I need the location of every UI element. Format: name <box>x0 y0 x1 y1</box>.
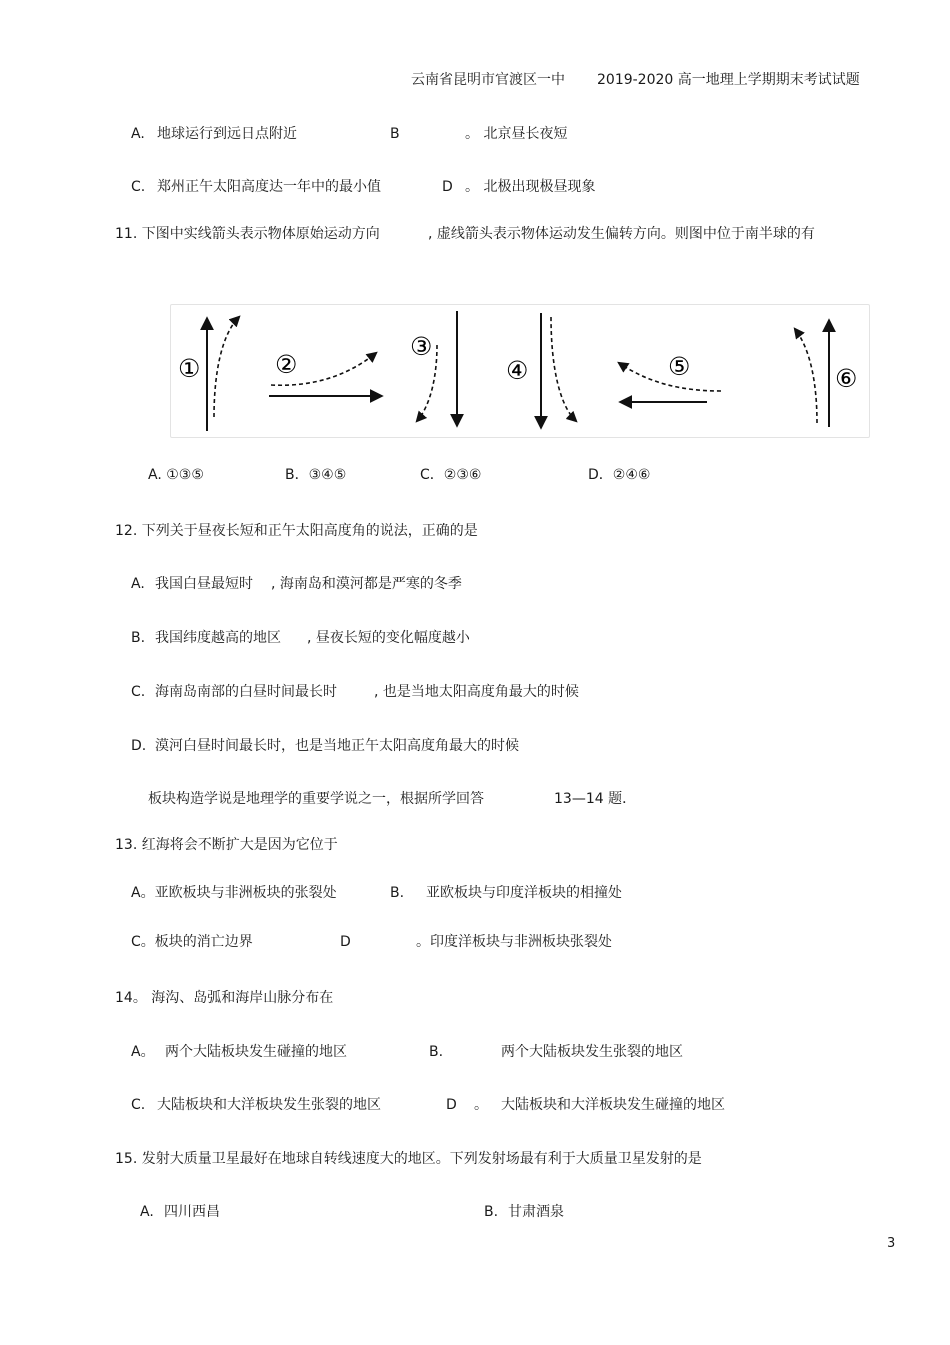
q14-option-c-key: C. <box>131 1097 146 1113</box>
header-title: 云南省昆明市官渡区一中 <box>411 72 565 88</box>
q12-stem: 12. 下列关于昼夜长短和正午太阳高度角的说法，正确的是 <box>115 523 478 539</box>
coriolis-deflection-figure <box>170 304 870 438</box>
q10-option-d-key: D <box>442 179 453 195</box>
q10-option-a-key: A. <box>131 126 145 142</box>
q14-option-d-text: 大陆板块和大洋板块发生碰撞的地区 <box>501 1097 725 1113</box>
q12-option-b-text1: 我国纬度越高的地区 <box>155 630 281 646</box>
q11-option-c: C．②③⑥ <box>420 467 482 483</box>
label-1: ① <box>178 354 201 383</box>
q14-option-a-text: 两个大陆板块发生碰撞的地区 <box>165 1044 347 1060</box>
q13-stem: 13. 红海将会不断扩大是因为它位于 <box>115 837 338 853</box>
q13-option-b-text: 亚欧板块与印度洋板块的相撞处 <box>426 885 622 901</box>
q12-option-a-key: A. <box>131 576 145 592</box>
q12-option-b-text2: , 昼夜长短的变化幅度越小 <box>307 630 470 646</box>
intro-13-14-part2: 13—14 题． <box>554 791 637 807</box>
label-2: ② <box>275 350 298 379</box>
q11-stem-part1: 11. 下图中实线箭头表示物体原始运动方向 <box>115 226 380 242</box>
q12-option-d-text: 漠河白昼时间最长时，也是当地正午太阳高度角最大的时候 <box>155 738 519 754</box>
q12-option-d-key: D. <box>131 738 147 754</box>
q12-option-a-text2: , 海南岛和漠河都是严寒的冬季 <box>271 576 462 592</box>
q14-stem: 14。 海沟、岛弧和海岸山脉分布在 <box>115 990 334 1006</box>
q14-option-c-text: 大陆板块和大洋板块发生张裂的地区 <box>157 1097 381 1113</box>
q15-stem: 15. 发射大质量卫星最好在地球自转线速度大的地区。下列发射场最有利于大质量卫星发射的是 <box>115 1151 702 1167</box>
q12-option-b-key: B. <box>131 630 146 646</box>
q14-option-b-text: 两个大陆板块发生张裂的地区 <box>501 1044 683 1060</box>
q13-option-d-key: D <box>340 934 351 950</box>
q13-option-b-key: B. <box>390 885 405 901</box>
q10-option-b-key: B <box>390 126 400 142</box>
q15-option-a-text: 四川西昌 <box>164 1204 220 1220</box>
q10-option-b-text: 。 北京昼长夜短 <box>465 126 568 142</box>
header-subtitle: 2019-2020 高一地理上学期期末考试试题 <box>597 72 860 88</box>
arrow-1-deflected <box>214 317 239 417</box>
q10-option-d-text: 。 北极出现极昼现象 <box>465 179 596 195</box>
q12-option-c-text2: , 也是当地太阳高度角最大的时候 <box>374 684 579 700</box>
q14-option-b-key: B. <box>429 1044 444 1060</box>
page-number: 3 <box>887 1236 896 1251</box>
label-6: ⑥ <box>835 364 858 393</box>
q11-option-a: A. ①③⑤ <box>148 467 204 483</box>
q13-option-c: C。板块的消亡边界 <box>131 934 253 950</box>
q11-stem-part2: , 虚线箭头表示物体运动发生偏转方向。则图中位于南半球的有 <box>428 226 815 242</box>
q14-option-a-key: A。 <box>131 1044 155 1060</box>
q13-option-a: A。亚欧板块与非洲板块的张裂处 <box>131 885 337 901</box>
arrow-6-deflected <box>795 329 817 423</box>
q15-option-a-key: A. <box>140 1204 154 1220</box>
q13-option-d-text: 。印度洋板块与非洲板块张裂处 <box>416 934 612 950</box>
q12-option-c-text1: 海南岛南部的白昼时间最长时 <box>155 684 337 700</box>
q14-option-d-mark: 。 <box>474 1097 488 1113</box>
arrow-4-deflected <box>551 317 576 421</box>
q15-option-b-key: B. <box>484 1204 499 1220</box>
q10-option-c-key: C. <box>131 179 146 195</box>
intro-13-14-part1: 板块构造学说是地理学的重要学说之一，根据所学回答 <box>148 791 484 807</box>
q12-option-c-key: C. <box>131 684 146 700</box>
label-5: ⑤ <box>668 352 691 381</box>
q10-option-c-text: 郑州正午太阳高度达一年中的最小值 <box>157 179 381 195</box>
deflection-arrows-diagram <box>171 305 871 439</box>
q15-option-b-text: 甘肃酒泉 <box>508 1204 564 1220</box>
q11-option-d: D．②④⑥ <box>588 467 651 483</box>
label-4: ④ <box>506 356 529 385</box>
q10-option-a-text: 地球运行到远日点附近 <box>157 126 297 142</box>
q11-option-b: B．③④⑤ <box>285 467 347 483</box>
label-3: ③ <box>410 332 433 361</box>
q14-option-d-key: D <box>446 1097 457 1113</box>
q12-option-a-text1: 我国白昼最短时 <box>155 576 253 592</box>
